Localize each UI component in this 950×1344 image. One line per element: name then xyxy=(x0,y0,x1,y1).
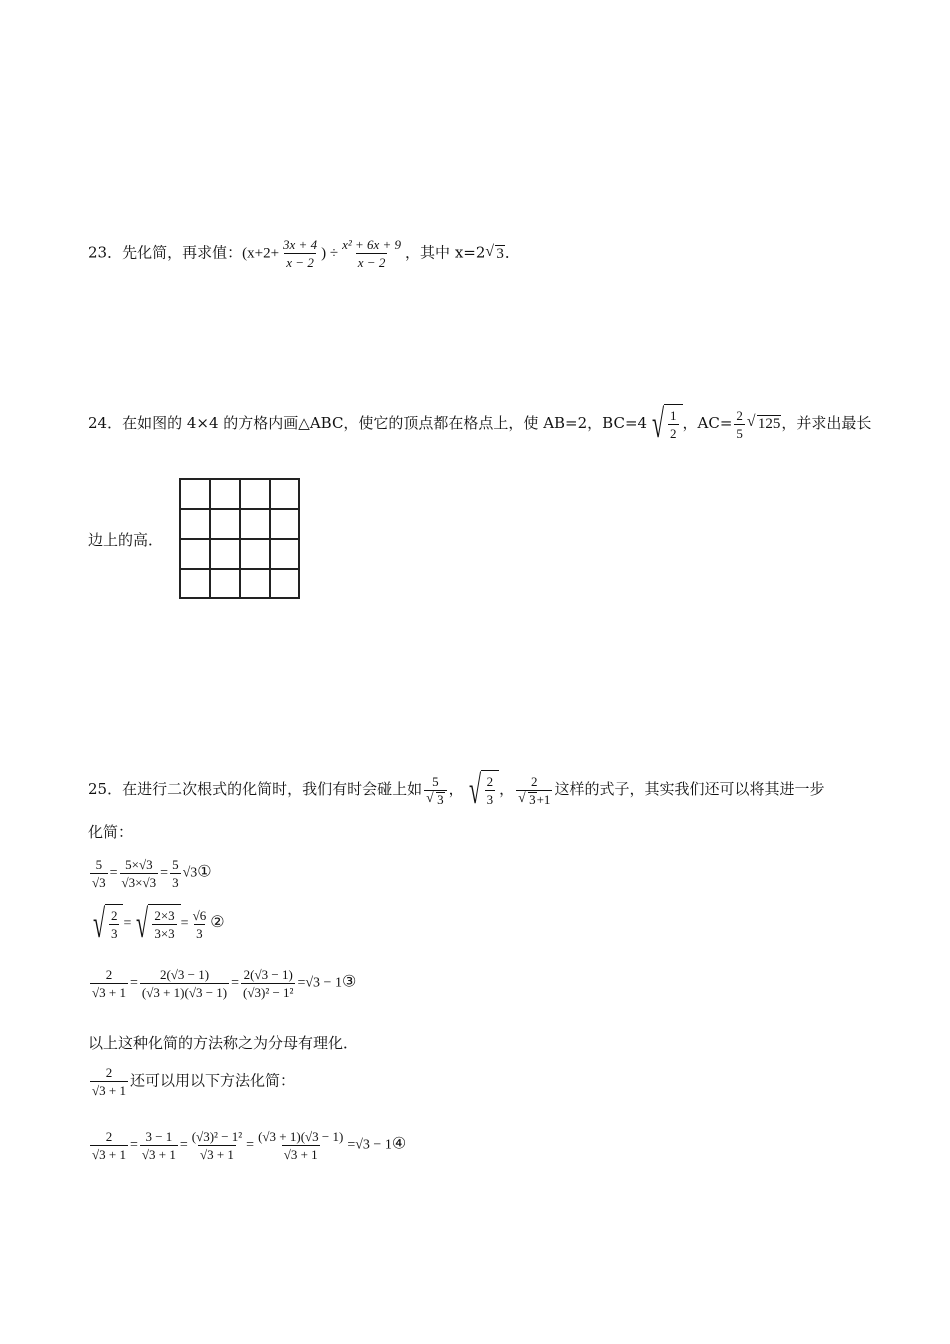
q25-text-c: 化简： xyxy=(88,823,134,841)
q24-ac-fraction: $\frac{2}{5}$ xyxy=(736,407,743,441)
equation-1: $\frac{5}{√3}$ = $\frac{5\times√3}{√3\times√3}$ = $\frac{5}{3}$ √3① xyxy=(92,857,212,890)
equation-5: $\frac{2}{√3 + 1}$ = $\frac{3 - 1}{√3 + 1}$ = $\frac{\text{(√3)² − 1²}}{√3 + 1}$ = $\frac{(√3 + 1)(√3 - 1)}{√3 + 1}$ =√3 − 1④ xyxy=(92,1129,407,1162)
question-24-text: 在如图的 4×4 的方格内画△ABC，使它的顶点都在格点上，使 AB=2，BC=4 xyxy=(122,414,648,432)
question-25-text: 在进行二次根式的化简时，我们有时会碰上如 xyxy=(122,780,423,798)
q25-text-b: 这样的式子，其实我们还可以将其进一步 xyxy=(554,780,825,798)
q23-condition: ，其中 x=2 xyxy=(405,243,486,262)
q24-tail-text: ，并求出最长 xyxy=(781,414,872,432)
question-23-number: 23． xyxy=(88,243,123,262)
q24-bc-sqrt: √ $\frac{1}{2}$ xyxy=(647,404,682,444)
q25-example-3: 2 √ 3+1 xyxy=(516,773,552,808)
q23-expr-open: (x+2+ xyxy=(242,245,280,262)
q23-fraction-2: $\frac{\text{x² + 6x + 9}}{x - 2}$ xyxy=(342,237,402,270)
question-25: 25．在进行二次根式的化简时，我们有时会碰上如 5 √ 3 ， √ $\frac{2}{3}$ ， 2 √ 3+1 这样的式子，其实我们还可以将其进一步 xyxy=(88,770,824,810)
q25-text-d: 以上这种化简的方法称之为分母有理化． xyxy=(88,1034,359,1052)
equation-4: $\frac{2}{√3 + 1}$ 还可以用以下方法化简： xyxy=(92,1065,295,1098)
equation-3: $\frac{2}{√3 + 1}$ = $\frac{2(√3 - 1)}{(√3 + 1)(√3 - 1)}$ = $\frac{2(√3 - 1)}{\text{(√3)² − 1²}}$ =√3 − 1③ xyxy=(92,967,357,1000)
q23-sqrt: √ 3 xyxy=(486,244,505,264)
circled-3: ③ xyxy=(341,973,357,991)
equation-2: √ $\frac{2}{3}$ = √ $\frac{2\times 3}{3\times 3}$ = $\frac{√6}{3}$ ② xyxy=(92,901,225,946)
circled-1: ① xyxy=(197,863,212,881)
question-24-number: 24． xyxy=(88,414,123,432)
question-23-text: 先化简，再求值： xyxy=(122,243,243,262)
question-23 xyxy=(88,236,520,271)
q23-fraction-1: $\frac{3x + 4}{x - 2}$ xyxy=(283,237,318,270)
q23-period: ． xyxy=(504,243,520,262)
q25-example-1: 5 √ 3 xyxy=(424,773,447,808)
q24-ac-sqrt: √ 125 xyxy=(748,414,782,434)
4x4-grid xyxy=(179,478,300,599)
q25-example-2: √ $\frac{2}{3}$ xyxy=(464,770,499,810)
question-25-number: 25． xyxy=(88,780,123,798)
q24-ac-label: ，AC= xyxy=(682,414,733,432)
question-24-continuation: 边上的高． xyxy=(88,531,164,549)
question-24 xyxy=(88,401,872,446)
circled-4: ④ xyxy=(391,1135,407,1153)
q23-divide: ) ÷ xyxy=(321,245,339,262)
circled-2: ② xyxy=(210,914,225,932)
